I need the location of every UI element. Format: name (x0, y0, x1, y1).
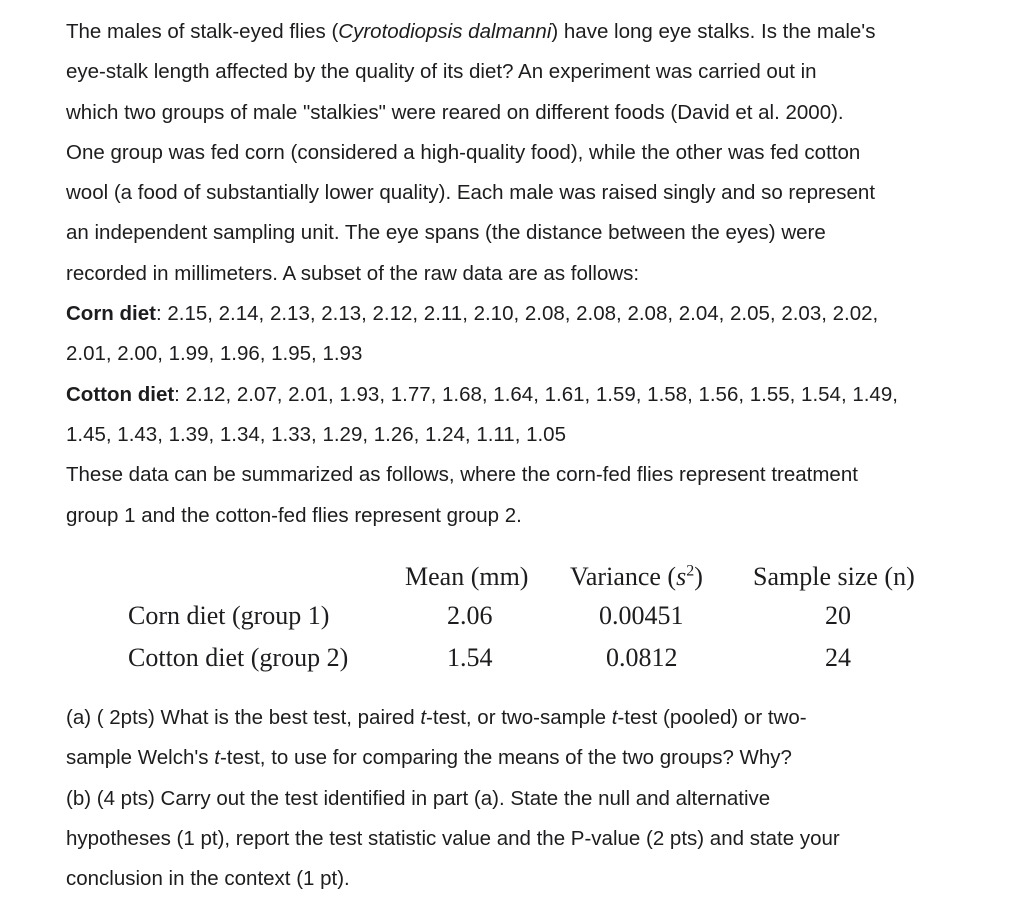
intro-text: ) have long eye stalks. Is the male's (551, 20, 876, 43)
cotton-data-line-1 (66, 375, 1006, 415)
header-variance (570, 562, 703, 592)
header-mean: Mean (mm) (405, 562, 529, 591)
cotton-label: Cotton diet (66, 382, 175, 406)
header-variance-text: ) (694, 562, 703, 591)
intro-line-4: One group was fed corn (considered a high-quality food), while the other was fed cotton (66, 140, 861, 164)
row-1-variance: 0.00451 (599, 601, 684, 630)
corn-data-line-1 (66, 294, 1006, 334)
row-1-n: 20 (825, 601, 851, 630)
intro-line-2: eye-stalk length affected by the quality of its diet? An experiment was carried out in (66, 60, 817, 84)
t-symbol: t (214, 746, 220, 770)
intro-line-5: wool (a food of substantially lower quality). Each male was raised singly and so represent (66, 181, 876, 205)
intro-line-7: recorded in millimeters. A subset of the raw data are as follows: (66, 261, 640, 285)
header-sample-size: Sample size (n) (753, 562, 915, 591)
question-text: -test, or two-sample (426, 706, 612, 729)
header-variance-text: Variance ( (570, 562, 677, 591)
intro-line-3: which two groups of male "stalkies" were reared on different foods (David et al. 2000). (66, 100, 844, 124)
question-text: -test (pooled) or two- (617, 706, 807, 729)
question-b-line-2: hypotheses (1 pt), report the test statistic value and the P-value (2 pts) and state your (66, 826, 840, 850)
problem-text (66, 12, 1006, 536)
corn-values: : 2.15, 2.14, 2.13, 2.13, 2.12, 2.11, 2.10, 2.08, 2.08, 2.08, 2.04, 2.05, 2.03, 2.02, (155, 302, 879, 326)
question-b-line-3: conclusion in the context (1 pt). (66, 867, 350, 891)
t-symbol: t (420, 706, 427, 729)
question-text: sample Welch's (66, 746, 215, 770)
summary-line-2: group 1 and the cotton-fed flies represent group 2. (66, 503, 522, 527)
question-a-line-2 (66, 738, 1006, 778)
t-symbol: t (611, 706, 618, 729)
intro-line-6: an independent sampling unit. The eye spans (the distance between the eyes) were (66, 221, 826, 245)
intro-text: The males of stalk-eyed flies ( (66, 20, 339, 43)
questions (66, 698, 1006, 899)
row-2-n: 24 (825, 643, 851, 672)
question-a-line-1 (66, 698, 1006, 738)
species-name: Cyrotodiopsis dalmanni (338, 20, 552, 43)
row-2-variance: 0.0812 (606, 643, 678, 672)
corn-data-line-2: 2.01, 2.00, 1.99, 1.96, 1.95, 1.93 (66, 342, 363, 366)
row-2-group: Cotton diet (group 2) (128, 643, 349, 672)
intro-line-1 (66, 12, 1006, 52)
row-2-mean: 1.54 (447, 643, 493, 672)
variance-exponent: 2 (686, 562, 695, 580)
variance-symbol: s (676, 562, 687, 591)
row-1-mean: 2.06 (447, 601, 493, 630)
question-text: (a) ( 2pts) What is the best test, paired (66, 706, 421, 729)
cotton-values: : 2.12, 2.07, 2.01, 1.93, 1.77, 1.68, 1.64, 1.61, 1.59, 1.58, 1.56, 1.55, 1.54, 1.49, (174, 382, 898, 406)
cotton-data-line-2: 1.45, 1.43, 1.39, 1.34, 1.33, 1.29, 1.26, 1.24, 1.11, 1.05 (66, 422, 566, 446)
summary-line-1: These data can be summarized as follows, where the corn-fed flies represent treatment (66, 463, 858, 487)
corn-label: Corn diet (66, 302, 156, 326)
question-text: -test, to use for comparing the means of the two groups? Why? (219, 746, 792, 770)
question-b-line-1: (b) (4 pts) Carry out the test identified in part (a). State the null and alternative (66, 786, 771, 810)
row-1-group: Corn diet (group 1) (128, 601, 330, 630)
